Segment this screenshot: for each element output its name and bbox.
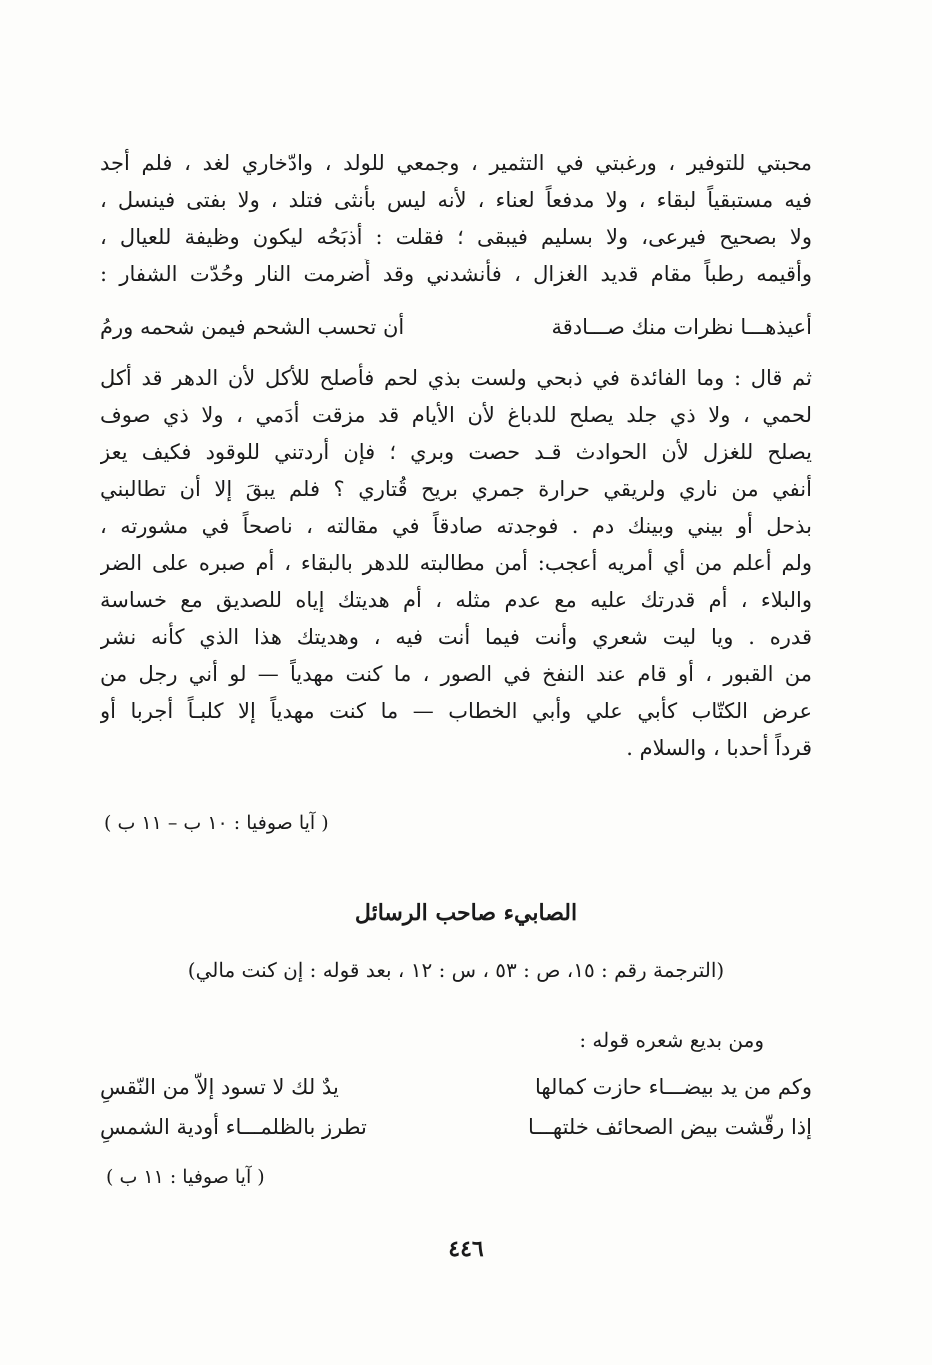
text-line: من القبور ، أو قام عند النفخ في الصور ، ما كنت مهدياً — لو أني رجل من	[100, 662, 812, 686]
text-line: بذحل أو بيني وبينك دم . فوجدته صادقاً في مقالته ، ناصحاً في مشورته ،	[100, 514, 812, 538]
verse-2	[100, 1070, 812, 1104]
verse-hemistich-right: إذا رقّشت بيض الصحائف خلتهـــا	[528, 1115, 812, 1139]
verse-hemistich-left: تطرز بالظلمـــاء أودية الشمسِ	[100, 1115, 367, 1139]
text-line: ولم أعلم من أي أمريه أعجب: أمن مطالبته للدهر بالبقاء ، أم صبره على الضر	[100, 551, 812, 575]
verse-hemistich-left: يدٌ لك لا تسود إلاّ من النّقسِ	[100, 1075, 339, 1099]
text-line: والبلاء ، أم قدرتك عليه مع عدم مثله ، أم هديتك إياه للصديق مع خساسة	[100, 588, 812, 612]
text-line: ولا بصحيح فيرعى، ولا بسليم فيبقى ؛ فقلت : أذبَحُه ليكون وظيفة للعيال ،	[100, 225, 812, 249]
verse-3	[100, 1110, 812, 1144]
text-line: ثم قال : وما الفائدة في ذبحي ولست بذي لحم فأصلح للأكل لأن الدهر قد أكل	[100, 366, 812, 390]
text-line: وأقيمه رطباً مقام قديد الغزال ، فأنشدني وقد أُضرمت النار وحُدّت الشفار :	[100, 262, 812, 286]
text-line: أنفي من ناري ولريقي حرارة جمري بريح قُتاري ؟ فلم يبقَ إلا أن تطالبني	[100, 477, 812, 501]
text-line: فيه مستبقياً لبقاء ، ولا مدفعاً لعناء ، لأنه ليس بأنثى فتلد ، ولا بفتى فينسل ،	[100, 188, 812, 212]
text-line: قرداً أحدبا ، والسلام .	[626, 736, 812, 760]
verse-1	[100, 310, 812, 344]
verse-hemistich-right: وكم من يد بيضـــاء حازت كمالها	[534, 1075, 812, 1099]
text-line: قدره . ويا ليت شعري وأنت فيما أنت فيه ، وهديتك هذا الذي كأنه نشر	[100, 625, 812, 649]
source-citation-1: ( آيا صوفيا : ١٠ ب – ١١ ب )	[104, 812, 329, 834]
page-number: ٤٤٦	[448, 1236, 484, 1262]
source-citation-2: ( آيا صوفيا : ١١ ب )	[106, 1166, 265, 1188]
section-title: الصابيء صاحب الرسائل	[354, 900, 578, 926]
text-line: يصلح للغزل لأن الحوادث قـد حصت وبري ؛ فإن أردتني للوقود فكيف يعز	[100, 440, 812, 464]
section-reference: (الترجمة رقم : ١٥، ص : ٥٣ ، س : ١٢ ، بعد قوله : إن كنت مالي)	[187, 958, 725, 982]
text-line: لحمي ، ولا ذي جلد يصلح للدباغ لأن الأيام قد مزقت أدَمي ، ولا ذي صوف	[100, 403, 812, 427]
verse-hemistich-right: أعيذهـــا نظرات منك صـــادقة	[551, 315, 812, 339]
text-line: محبتي للتوفير ، ورغبتي في التثمير ، وجمعي للولد ، وادّخاري لغد ، فلم أجد	[100, 151, 812, 175]
verse-intro: ومن بديع شعره قوله :	[579, 1028, 764, 1052]
text-line: عرض الكتّاب كأبي علي وأبي الخطاب — ما كنت مهدياً إلا كلبـاً أجربا أو	[100, 699, 812, 723]
verse-hemistich-left: أن تحسب الشحم فيمن شحمه ورمُ	[100, 315, 405, 339]
